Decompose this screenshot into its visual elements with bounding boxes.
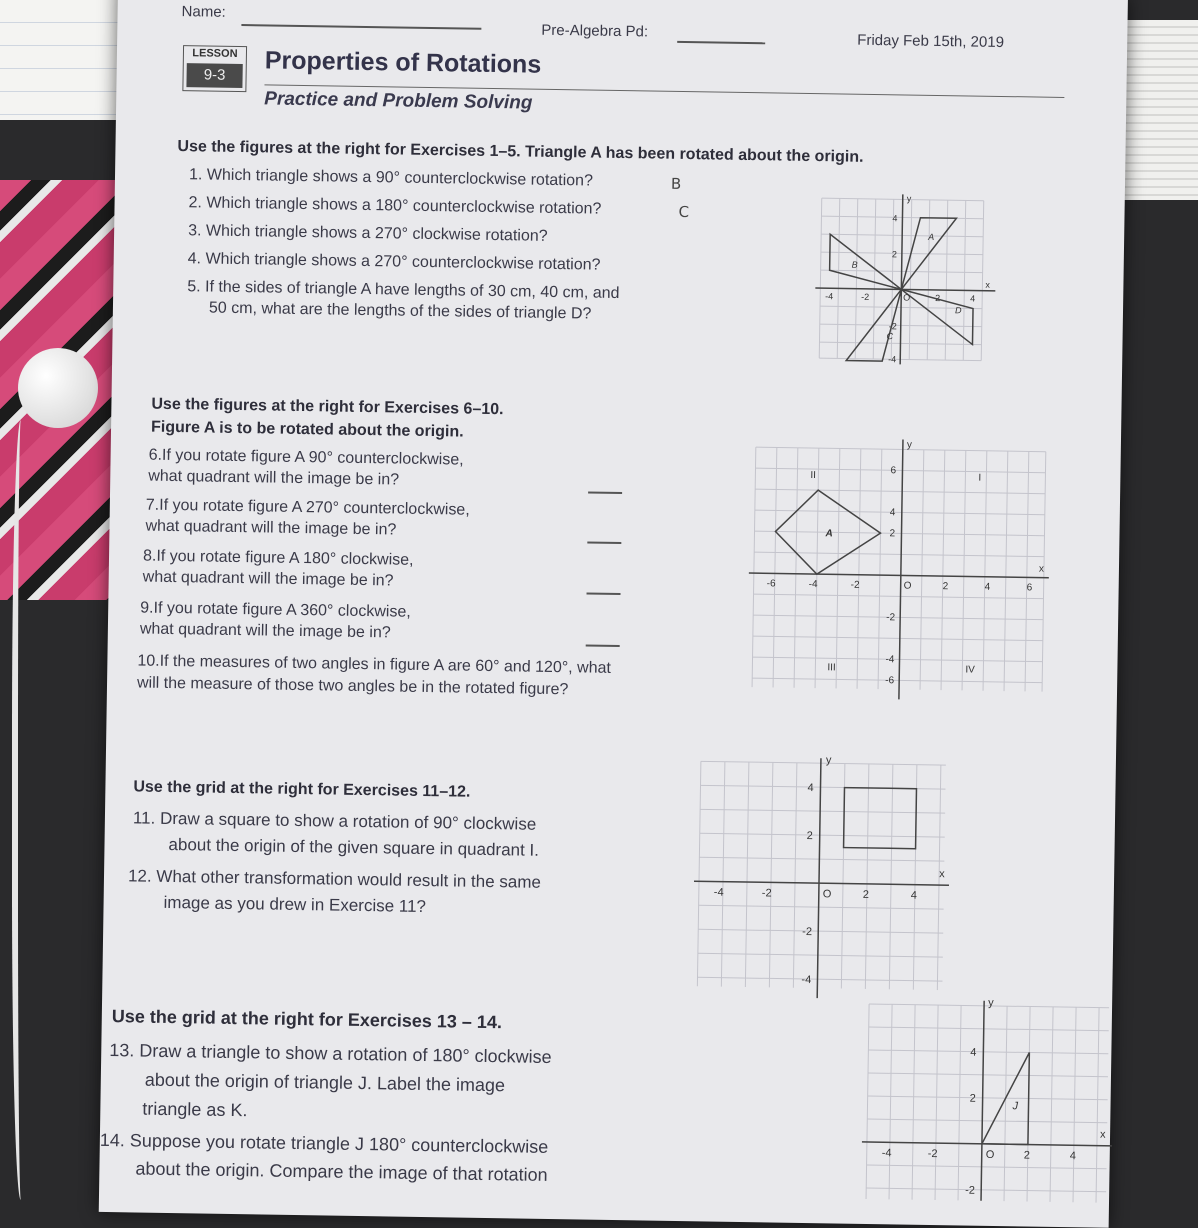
y-axis [981, 1001, 984, 1201]
tick-y-2: 2 [889, 528, 896, 540]
tick-x-neg4: -4 [825, 291, 834, 302]
answer-6-blank[interactable] [588, 492, 622, 495]
tick-y-4: 4 [970, 1046, 977, 1059]
question-9-line2: what quadrant will the image be in? [139, 620, 391, 642]
answer-8-blank[interactable] [587, 593, 621, 596]
question-14-line2: about the origin. Compare the image of that rotation [135, 1158, 548, 1185]
page-title: Properties of Rotations [264, 46, 542, 79]
tick-y-neg2: -2 [965, 1184, 976, 1197]
tick-x-4: 4 [910, 889, 918, 902]
tick-y-4: 4 [892, 213, 898, 224]
question-8-line2: what quadrant will the image be in? [142, 568, 394, 590]
question-9-line1: 9.If you rotate figure A 360° clockwise, [140, 599, 411, 621]
earbud-cord [12, 420, 34, 1200]
label-figure-a: A [825, 528, 833, 540]
question-5-line1: 5. If the sides of triangle A have lengths of 30 cm, 40 cm, and [187, 278, 620, 302]
triangle-b [829, 234, 902, 289]
lesson-label: LESSON [192, 47, 238, 60]
answer-2: C [678, 202, 690, 222]
tick-x-4: 4 [1069, 1150, 1076, 1163]
tick-x-2: 2 [862, 888, 870, 901]
origin-label: O [822, 888, 832, 901]
question-4: 4. Which triangle shows a 270° counterclockwise rotation? [187, 250, 601, 274]
y-axis-label: y [906, 439, 912, 451]
answer-7-blank[interactable] [587, 542, 621, 545]
y-axis [899, 439, 903, 699]
question-6-line1: 6.If you rotate figure A 90° counterclockwise, [148, 446, 464, 469]
graph-triangles [814, 193, 997, 366]
section2-instruction-2: Figure A is to be rotated about the origin. [150, 418, 464, 441]
section1-instruction: Use the figures at the right for Exercises 1–5. Triangle A has been rotated about the origin. [177, 138, 864, 166]
origin-label: O [903, 292, 911, 303]
section2-instruction-1: Use the figures at the right for Exercises 6–10. [151, 395, 504, 419]
earbud [18, 348, 98, 428]
tick-x-2: 2 [1023, 1149, 1030, 1162]
quadrant-ii-label: II [810, 470, 817, 482]
tick-y-neg4: -4 [888, 354, 897, 365]
tick-y-neg2: -2 [888, 321, 897, 332]
question-6-line2: what quadrant will the image be in? [148, 467, 400, 489]
question-5-line2: 50 cm, what are the lengths of the sides of triangle D? [208, 299, 592, 323]
tick-y-neg4: -4 [885, 654, 895, 666]
x-axis-label: x [1038, 563, 1045, 575]
tick-x-neg6: -6 [766, 578, 776, 590]
question-10-line1: 10.If the measures of two angles in figure A are 60° and 120°, what [137, 652, 612, 677]
section4-instruction: Use the grid at the right for Exercises 13 – 14. [111, 1006, 503, 1033]
graph-quadrants [747, 437, 1051, 702]
origin-label: O [985, 1148, 995, 1161]
tick-x-neg2: -2 [850, 579, 860, 591]
x-axis-label: x [985, 279, 990, 290]
name-blank [241, 24, 481, 30]
tick-x-neg2: -2 [927, 1147, 938, 1161]
section3-instruction: Use the grid at the right for Exercises 11–12. [133, 778, 471, 801]
question-13-line1: 13. Draw a triangle to show a rotation of 180° clockwise [109, 1040, 552, 1068]
tick-x-2: 2 [942, 581, 949, 593]
y-axis [900, 194, 903, 364]
tick-x-6: 6 [1026, 582, 1033, 594]
graph-square [692, 756, 956, 1000]
tick-y-6: 6 [890, 465, 897, 477]
date-text: Friday Feb 15th, 2019 [857, 31, 1005, 51]
question-13-line3: triangle as K. [142, 1098, 248, 1121]
tick-x-2: 2 [935, 292, 941, 304]
class-label: Pre-Algebra Pd: [541, 21, 649, 41]
page-subtitle: Practice and Problem Solving [264, 88, 533, 114]
question-12-line2: image as you drew in Exercise 11? [163, 892, 427, 917]
tick-y-2: 2 [806, 829, 813, 843]
graph-square-grid [697, 761, 946, 990]
question-2: 2. Which triangle shows a 180° counterclockwise rotation? [188, 194, 602, 218]
tick-y-2: 2 [969, 1092, 976, 1105]
label-a: A [928, 231, 935, 242]
label-j: J [1012, 1100, 1019, 1113]
graph-triangle-j [861, 996, 1114, 1203]
question-8-line1: 8.If you rotate figure A 180° clockwise, [142, 547, 414, 569]
tick-x-neg2: -2 [761, 887, 772, 900]
label-b: B [851, 259, 858, 270]
graph-triangle-j-grid [866, 1004, 1109, 1203]
tick-y-neg2: -2 [886, 612, 896, 624]
tick-y-neg4: -4 [801, 973, 812, 987]
lesson-badge [182, 45, 247, 92]
question-1: 1. Which triangle shows a 90° counterclockwise rotation? [188, 166, 594, 190]
y-axis [817, 758, 821, 998]
answer-9-blank[interactable] [586, 644, 620, 647]
question-12-line1: 12. What other transformation would result in the same [127, 866, 542, 892]
x-axis-label: x [939, 868, 945, 881]
name-label: Name: [181, 3, 226, 21]
tick-x-neg4: -4 [713, 886, 724, 899]
quadrant-iv-label: IV [965, 664, 975, 676]
question-11-line1: 11. Draw a square to show a rotation of 90° clockwise [132, 808, 537, 834]
y-axis-label: y [906, 193, 912, 204]
tick-x-neg4: -4 [808, 578, 818, 591]
period-blank [677, 41, 765, 44]
quadrant-iii-label: III [827, 662, 836, 674]
tick-y-4: 4 [807, 781, 814, 795]
question-7-line2: what quadrant will the image be in? [145, 517, 397, 539]
worksheet [99, 0, 1128, 1228]
y-axis-label: y [988, 996, 994, 1009]
x-axis-label: x [1099, 1128, 1106, 1141]
tick-x-neg2: -2 [861, 291, 870, 302]
tick-y-2: 2 [891, 249, 897, 260]
tick-x-neg4: -4 [881, 1147, 892, 1160]
question-7-line1: 7.If you rotate figure A 270° counterclockwise, [145, 496, 470, 519]
x-axis [694, 881, 949, 885]
question-10-line2: will the measure of those two angles be in the rotated figure? [136, 674, 569, 699]
tick-y-4: 4 [889, 507, 896, 519]
origin-label: O [903, 580, 912, 592]
question-14-line1: 14. Suppose you rotate triangle J 180° counterclockwise [99, 1129, 549, 1157]
label-c: C [886, 331, 894, 342]
tick-x-4: 4 [970, 293, 976, 304]
y-axis-label: y [825, 754, 832, 767]
tick-y-neg2: -2 [802, 925, 813, 939]
lesson-number: 9-3 [186, 63, 242, 88]
question-11-line2: about the origin of the given square in quadrant I. [168, 834, 540, 860]
label-d: D [954, 305, 962, 316]
x-axis [749, 573, 1049, 578]
answer-1: B [670, 174, 682, 193]
tick-y-neg6: -6 [885, 675, 895, 687]
quadrant-i-label: I [978, 472, 982, 484]
given-square [844, 788, 917, 849]
question-3: 3. Which triangle shows a 270° clockwise rotation? [188, 222, 548, 245]
tick-x-4: 4 [984, 581, 991, 593]
question-13-line2: about the origin of triangle J. Label the image [144, 1069, 506, 1096]
